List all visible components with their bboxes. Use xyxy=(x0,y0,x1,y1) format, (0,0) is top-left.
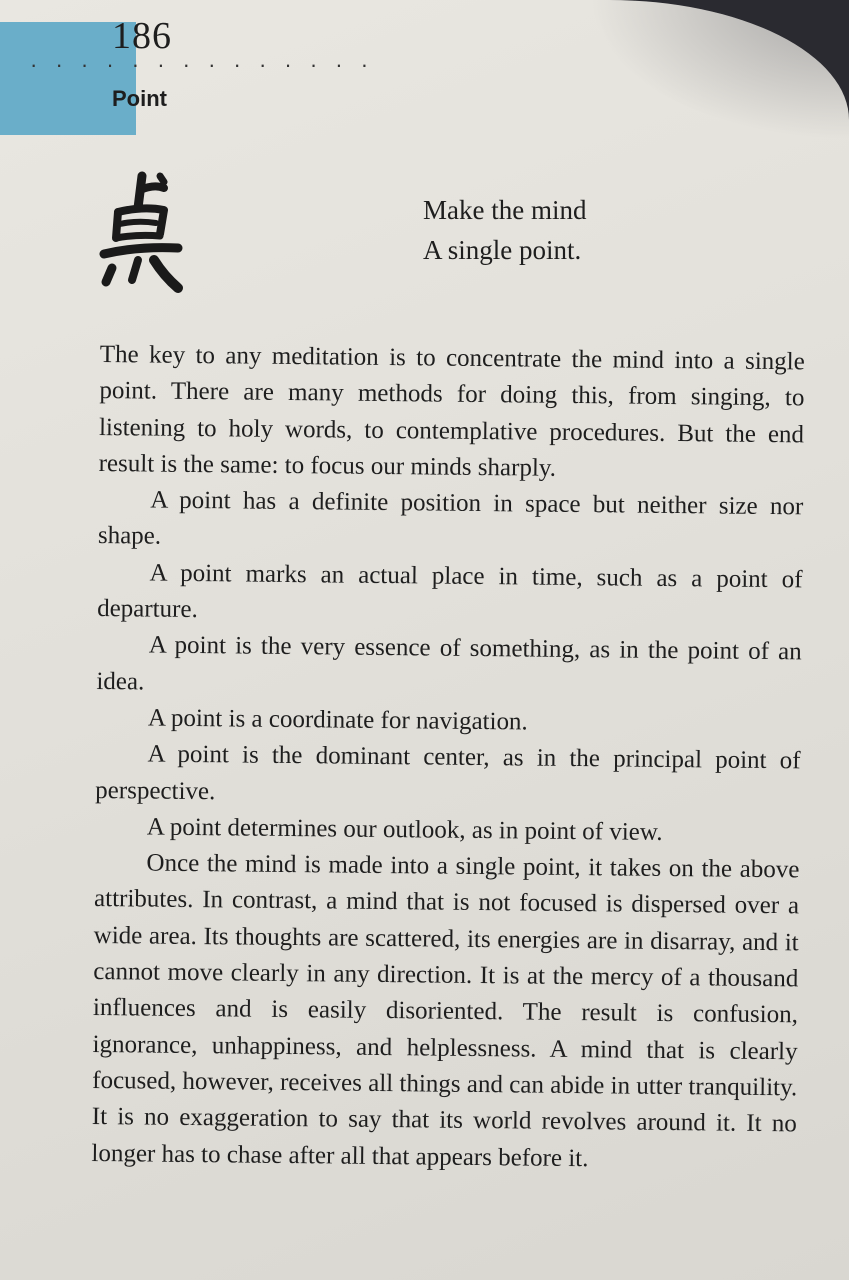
paragraph: A point is a coordinate for navigation. xyxy=(147,704,528,736)
epigraph-line: Make the mind xyxy=(423,195,587,225)
page-curl-shadow xyxy=(589,0,849,140)
dotted-rule: · · · · · · · · · · · · · · xyxy=(30,52,375,77)
epigraph xyxy=(423,190,586,270)
paragraph: A point is the very essence of something, as in the point of an idea. xyxy=(96,631,802,696)
paragraph: A point determines our outlook, as in point of view. xyxy=(146,813,663,846)
page-number: 186 xyxy=(112,15,172,57)
paragraph: A point has a definite position in space but neither size nor shape. xyxy=(97,486,804,551)
paragraph: Once the mind is made into a single point, it takes on the above attributes. In contrast, a mind that is not focused is dispersed over a wide area. Its thoughts are scattered, its energies are in disarray, and it cannot move clearly in any direction. It is at the mercy of a thousand influences and is easily disoriented. The result is confusion, ignorance, unhappiness, and helplessness. A mind that is clearly focused, however, receives all things and can abide in utter tranquility. It is no exaggeration to say that its world revolves around it. It no longer has to chase after all that appears before it. xyxy=(91,849,800,1172)
body-text xyxy=(91,337,805,1179)
calligraphy-glyph xyxy=(98,168,188,298)
section-title: Point xyxy=(112,86,167,111)
epigraph-line: A single point. xyxy=(423,235,582,265)
chinese-character-dian-icon xyxy=(98,168,188,298)
paragraph: The key to any meditation is to concentrate the mind into a single point. There are many methods for doing this, from singing, to listening to holy words, to contemplative procedures. But the end result is the same: to focus our minds sharply. xyxy=(98,340,805,482)
paragraph: A point marks an actual place in time, such as a point of departure. xyxy=(97,559,803,624)
paragraph: A point is the dominant center, as in the principal point of perspective. xyxy=(95,740,801,805)
